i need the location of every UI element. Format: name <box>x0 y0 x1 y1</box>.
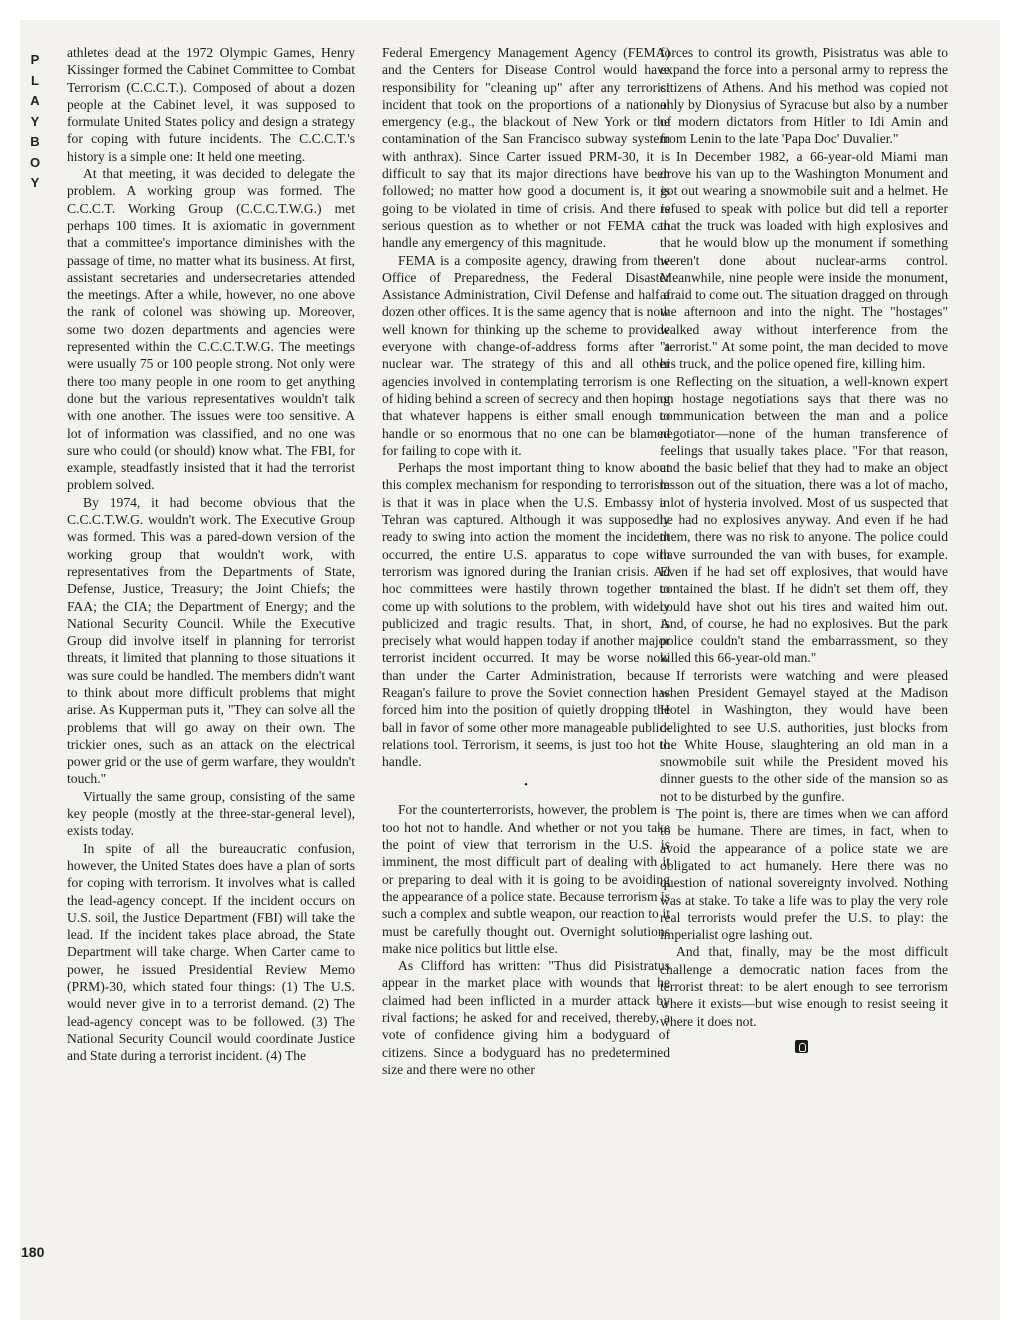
magazine-name-letter: L <box>31 72 39 88</box>
paragraph: By 1974, it had become obvious that the C.C.C.T.W.G. wouldn't work. The Executive Group was formed. This was a pared-down version of the working group that wouldn't work, with representatives from the Departments of State, Defense, Justice, Treasury; the Joint Chiefs; the FAA; the CIA; the Department of Energy; and the National Security Council. While the Executive Group did involve itself in planning for terrorist threats, it limited that planning to those situations it was sure could be handled. The members didn't want to think about more difficult problems that might arise. As Kupperman puts it, "They can solve all the problems that will go away on their own. The trickier ones, such as an attack on the electrical power grid or the use of germ warfare, they wouldn't touch." <box>67 494 355 787</box>
paragraph: athletes dead at the 1972 Olympic Games, Henry Kissinger formed the Cabinet Committee to Combat Terrorism (C.C.C.T.). Composed of about a dozen people at the Cabinet level, it was supposed to formulate United States policy and design a strategy for coping with future incidents. The C.C.C.T.'s history is a simple one: It held one meeting. <box>67 45 355 164</box>
magazine-name-letter: A <box>30 93 40 108</box>
magazine-name-letter: Y <box>30 175 40 190</box>
paragraph: Reflecting on the situation, a well-known expert on hostage negotiations says that there was no communication between the man and a police negotiator—none of the human transference of feelings that usually takes place. "For that reason, and the basic belief that they had to make an object lesson out of the situation, there was a lot of macho, a lot of hysteria involved. Most of us suspected that he had no explosives anyway. And even if he had them, there was no risk to anyone. The police could have surrounded the van with buses, for example. Even if he had set off explosives, that would have contained the blast. If he didn't set them off, they could have shot out his tires and waited him out. And, of course, he had no explosives. But the park police couldn't stand the embarrassment, so they killed this 66-year-old man." <box>660 373 948 666</box>
magazine-name-letter: P <box>30 52 40 67</box>
magazine-name-letter: Y <box>30 113 40 129</box>
paragraph: In December 1982, a 66-year-old Miami man drove his van up to the Washington Monument and got out wearing a snowmobile suit and a helmet. He refused to speak with police but did tell a reporter that the truck was loaded with high explosives and that he would blow up the monument if something weren't done about nuclear-arms control. Meanwhile, nine people were inside the monument, afraid to come out. The situation dragged on through the afternoon and into the night. The "hostages" walked away without interference from the "terrorist." At some point, the man decided to move his truck, and the police opened fire, killing him. <box>660 148 948 372</box>
article-column-3 <box>660 44 948 1055</box>
section-separator-bullet: • <box>524 779 528 792</box>
article-column-1 <box>67 44 355 1065</box>
paragraph: As Clifford has written: "Thus did Pisistratus appear in the market place with wounds that he claimed had been inflicted in a murder attack by rival factions; he asked for and received, thereby, a vote of confidence giving him a bodyguard of citizens. Since a bodyguard has no predetermined size and there were no other <box>382 958 670 1077</box>
magazine-page <box>20 20 1000 1320</box>
article-column-2 <box>382 44 670 1078</box>
paragraph: Virtually the same group, consisting of the same key people (mostly at the three-star-general level), exists today. <box>67 788 355 839</box>
paragraph: In spite of all the bureaucratic confusion, however, the United States does have a plan of sorts for coping with terrorism. It involves what is called the lead-agency concept. If the incident occurs on U.S. soil, the Justice Department (FBI) will take the lead. If the incident takes place abroad, the State Department will take charge. When Carter came to power, he issued Presidential Review Memo (PRM)-30, which stated four things: (1) The U.S. would never give in to a terrorist demand. (2) The lead-agency concept was to be followed. (3) The National Security Council would coordinate Justice and State during a terrorist incident. (4) The <box>67 840 355 1064</box>
paragraph: If terrorists were watching and were pleased when President Gemayel stayed at the Madison Hotel in Washington, they would have been delighted to see U.S. authorities, just blocks from the White House, slaughtering an old man in a snowmobile suit while the President moved his dinner guests to the other side of the mansion so as not to be disturbed by the gunfire. <box>660 667 948 804</box>
paragraph: Federal Emergency Management Agency (FEMA) and the Centers for Disease Control would have responsibility for "cleaning up" after any terrorist incident that took on the proportions of a national emergency (e.g., the blackout of New York or the contamination of the San Francisco subway system with anthrax). Since Carter issued PRM-30, it is difficult to say that its major directions have been followed; no matter how good a document is, it is going to be violated in time of crisis. And there is serious question as to whether or not FEMA can handle any emergency of this magnitude. <box>382 45 670 251</box>
paragraph: The point is, there are times when we can afford to be humane. There are times, in fact, when to avoid the appearance of a police state we are obligated to act humanely. Here there was no question of national sovereignty involved. Nothing was at stake. To take a life was to play the very role real terrorists would prefer the U.S. to play: the imperialist ogre lashing out. <box>660 806 948 943</box>
magazine-name-letter: B <box>30 134 40 149</box>
magazine-name-vertical <box>24 50 46 194</box>
paragraph: At that meeting, it was decided to delegate the problem. A working group was formed. The C.C.C.T. Working Group (C.C.C.T.W.G.) met perhaps 100 times. It is axiomatic in government that a committee's importance diminishes with the passage of time, no matter what its business. At first, assistant secretaries and undersecretaries attended the meetings. After a while, however, no one above the rank of colonel was showing up. Moreover, some two dozen departments and agencies were represented within the C.C.C.T.W.G. The meetings were usually 75 or 100 people strong. Not only were there too many people in one room to get anything done but the various representatives wouldn't talk with one another. The issues were too sensitive. A lot of information was classified, and no one was sure who could (or should) know what. The FBI, for example, steadfastly insisted that it had the terrorist problem solved. <box>67 166 355 493</box>
paragraph: For the counterterrorists, however, the problem is too hot not to handle. And whether or not you take the point of view that terrorism in the U.S. is imminent, the most difficult part of dealing with it or preparing to deal with it is going to be avoiding the appearance of a police state. Because terrorism is such a complex and subtle weapon, our reaction to it must be carefully thought out. Overnight solutions make nice politics but little else. <box>382 802 670 956</box>
end-mark-row <box>660 1038 948 1055</box>
rabbit-head-end-mark-icon <box>795 1040 808 1053</box>
paragraph: And that, finally, may be the most difficult challenge a democratic nation faces from the terrorist threat: to be alert enough to see terrorism where it exists—but wise enough to resist seeing it where it does not. <box>660 944 948 1029</box>
paragraph: forces to control its growth, Pisistratus was able to expand the force into a personal army to repress the citizens of Athens. And his method was copied not only by Dionysius of Syracuse but also by a number of modern dictators from Hitler to Idi Amin and from Lenin to the late 'Papa Doc' Duvalier." <box>660 45 948 147</box>
page-number: 180 <box>21 1244 45 1260</box>
paragraph: Perhaps the most important thing to know about this complex mechanism for responding to terrorism is that it was in place when the U.S. Embassy in Tehran was captured. Although it was supposedly ready to swing into action the moment the incident occurred, the entire U.S. apparatus to cope with terrorism was ignored during the Iranian crisis. Ad hoc committees were hastily thrown together to come up with solutions to the problem, with widely publicized and tragic results. That, in short, is precisely what would happen today if another major terrorist incident occurred. It may be worse now than under the Carter Administration, because Reagan's failure to prove the Soviet connection has forced him into the position of quietly dropping the ball in favor of some other more manageable public-relations tool. Terrorism, it seems, is just too hot to handle. <box>382 460 670 770</box>
magazine-name-letter: O <box>29 154 41 170</box>
paragraph: FEMA is a composite agency, drawing from the Office of Preparedness, the Federal Disaster Assistance Administration, Civil Defense and half a dozen other offices. It is the same agency that is now well known for thinking up the scheme to provide everyone with change-of-address forms after a nuclear war. The strategy of this and all other agencies involved in contemplating terrorism is one of hiding behind a screen of secrecy and then hoping that whatever happens is either small enough to handle or so enormous that no one can be blamed for failing to cope with it. <box>382 252 670 458</box>
